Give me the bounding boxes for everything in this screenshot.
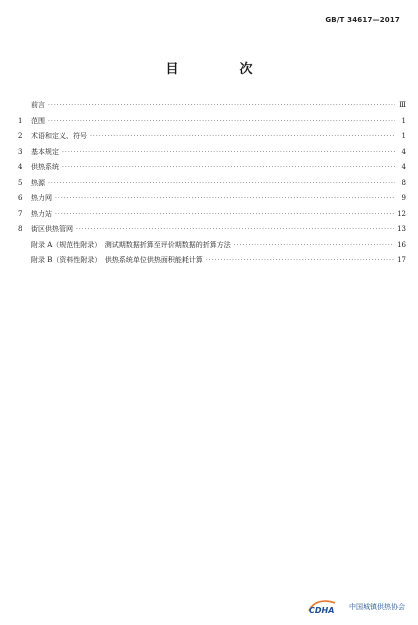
toc-entry-page: 12 bbox=[397, 209, 406, 218]
toc-entry-page: 16 bbox=[397, 240, 406, 249]
toc-entry-label: 街区供热管网 bbox=[31, 225, 73, 233]
toc-entry-number: 8 bbox=[18, 225, 23, 233]
toc-entry-appendix-a[interactable] bbox=[18, 238, 406, 254]
toc-entry-number: 1 bbox=[18, 116, 23, 125]
toc-entry-label: 附录 A（规范性附录） 测试期数据折算至评价期数据的折算方法 bbox=[31, 240, 231, 249]
toc-entry-number: 6 bbox=[18, 194, 23, 202]
toc-entry-page: 4 bbox=[401, 163, 406, 171]
toc-leader-dots bbox=[76, 222, 394, 238]
toc-entry-label: 供热系统 bbox=[31, 163, 59, 171]
toc-entry-page: 13 bbox=[397, 225, 406, 233]
toc-entry-label: 术语和定义、符号 bbox=[31, 132, 87, 140]
toc-entry-scope[interactable] bbox=[18, 114, 406, 130]
toc-entry-number: 4 bbox=[18, 163, 23, 171]
toc-leader-dots bbox=[206, 253, 394, 269]
toc-entry-label: 热力站 bbox=[31, 209, 52, 218]
toc-entry-label: 范围 bbox=[31, 116, 45, 125]
toc-entry-page: 8 bbox=[401, 178, 406, 187]
toc-entry-number: 5 bbox=[18, 178, 23, 187]
toc-leader-dots bbox=[234, 238, 394, 254]
toc-entry-terms[interactable] bbox=[18, 129, 406, 145]
toc-entry-number: 7 bbox=[18, 209, 23, 218]
toc-entry-heat-network[interactable] bbox=[18, 191, 406, 207]
toc-entry-foreword[interactable] bbox=[18, 98, 406, 114]
toc-entry-number: 3 bbox=[18, 147, 23, 156]
organization-name: 中国城镇供热协会 bbox=[349, 603, 405, 611]
toc-entry-page: 1 bbox=[401, 132, 406, 140]
toc-entry-basic-rules[interactable] bbox=[18, 145, 406, 161]
toc-leader-dots bbox=[90, 129, 395, 145]
toc-entry-page: 4 bbox=[401, 147, 406, 156]
toc-entry-heat-station[interactable] bbox=[18, 207, 406, 223]
toc-leader-dots bbox=[62, 160, 395, 176]
toc-entry-heat-source[interactable] bbox=[18, 176, 406, 192]
toc-entry-label: 基本规定 bbox=[31, 147, 59, 156]
toc-leader-dots bbox=[62, 145, 395, 161]
toc-title: 目 次 bbox=[165, 62, 277, 77]
toc-entry-page: 1 bbox=[401, 116, 406, 125]
toc-entry-label: 前言 bbox=[31, 101, 45, 109]
toc-leader-dots bbox=[48, 98, 395, 114]
toc-entry-label: 热源 bbox=[31, 178, 45, 187]
toc-entry-appendix-b[interactable] bbox=[18, 253, 406, 269]
toc-leader-dots bbox=[55, 191, 395, 207]
toc-entry-heating-system[interactable] bbox=[18, 160, 406, 176]
toc-entry-district-network[interactable] bbox=[18, 222, 406, 238]
toc-entry-page: 17 bbox=[397, 256, 406, 264]
toc-entry-page: 9 bbox=[401, 194, 406, 202]
toc-leader-dots bbox=[55, 207, 394, 223]
toc-entry-number: 2 bbox=[18, 132, 23, 140]
cdha-logo-text: CDHA bbox=[309, 606, 335, 615]
toc-entry-page: Ⅲ bbox=[399, 101, 406, 109]
toc-leader-dots bbox=[48, 114, 395, 130]
toc-leader-dots bbox=[48, 176, 395, 192]
toc-entry-label: 附录 B（资料性附录） 供热系统单位供热面积能耗计算 bbox=[31, 256, 203, 264]
cdha-logo-icon bbox=[305, 598, 347, 616]
standard-code: GB/T 34617—2017 bbox=[325, 16, 400, 24]
toc-entry-label: 热力网 bbox=[31, 194, 52, 202]
toc-list bbox=[18, 98, 406, 269]
cdha-logo bbox=[305, 598, 405, 616]
